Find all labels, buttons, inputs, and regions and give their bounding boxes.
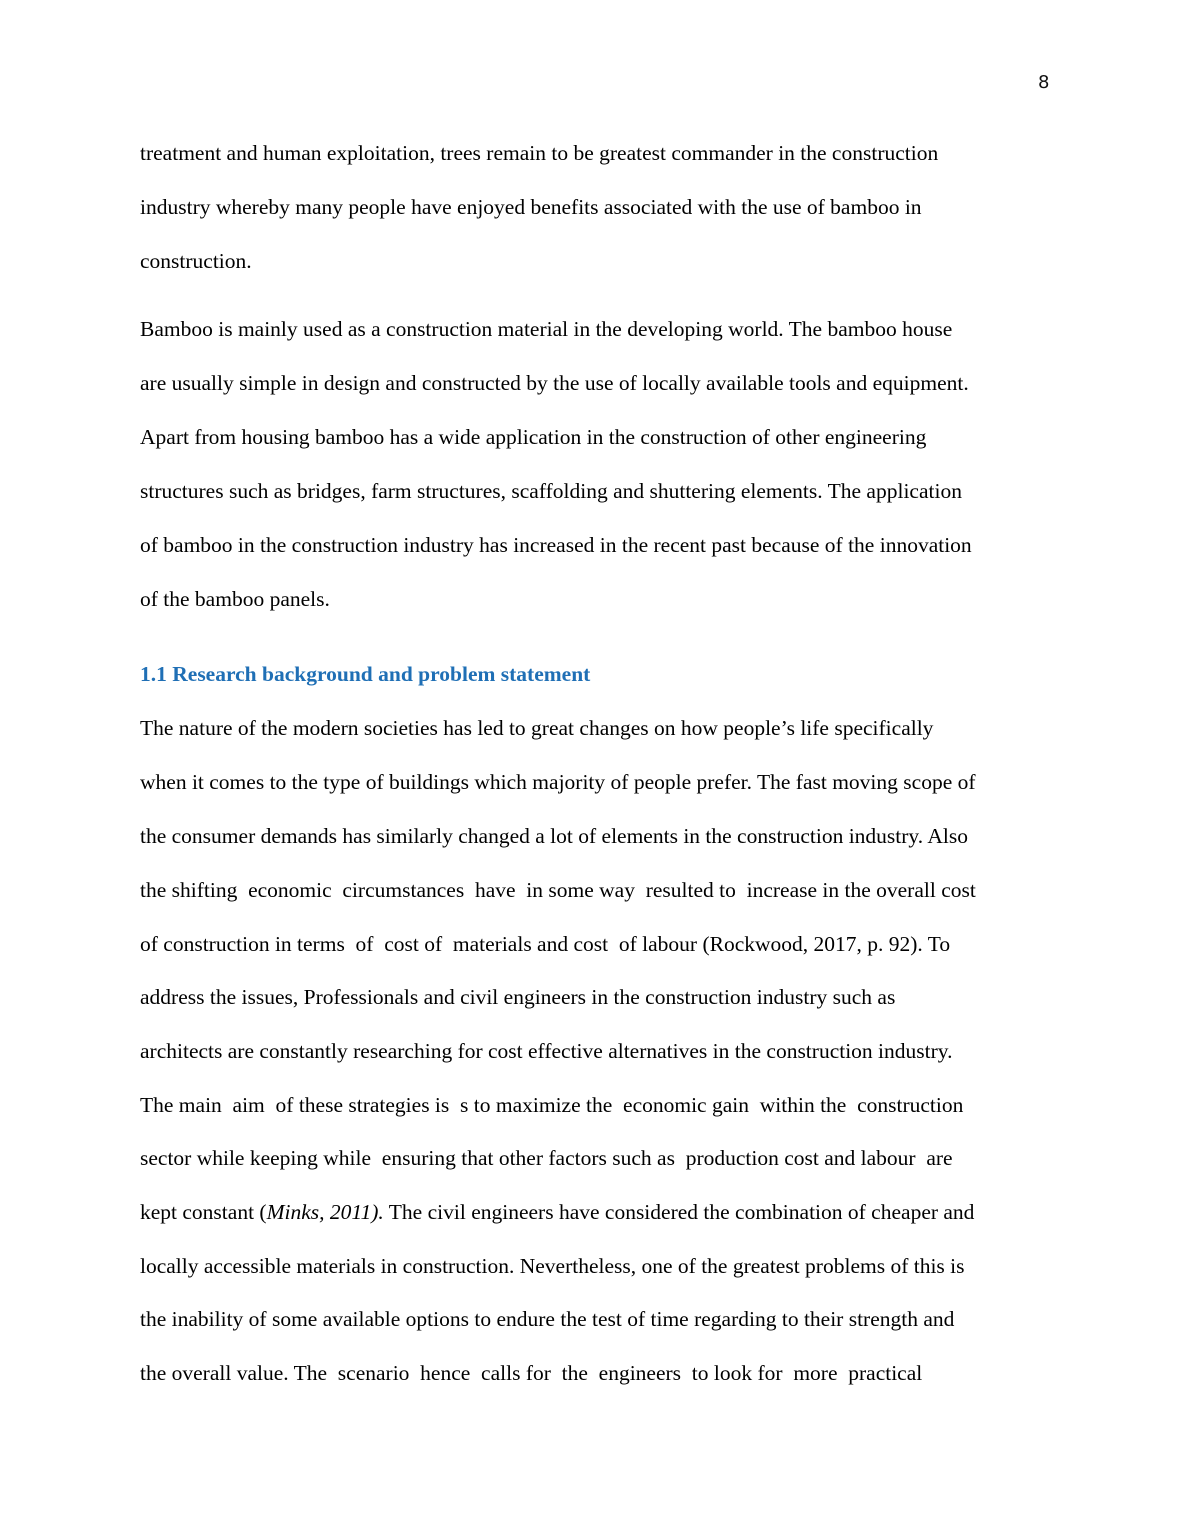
- paragraph-line: are usually simple in design and constructed by the use of locally available tools and equipment.: [140, 371, 969, 395]
- line-text-after-citation: The civil engineers have considered the combination of cheaper and: [383, 1200, 975, 1224]
- italic-citation: Minks, 2011).: [266, 1200, 384, 1224]
- paragraph-line: of construction in terms of cost of materials and cost of labour (Rockwood, 2017, p. 92). To: [140, 932, 951, 956]
- paragraph-line: Bamboo is mainly used as a construction material in the developing world. The bamboo house: [140, 317, 953, 341]
- paragraph-line: The nature of the modern societies has led to great changes on how people’s life specifically: [140, 716, 934, 740]
- paragraph-line: structures such as bridges, farm structures, scaffolding and shuttering elements. The application: [140, 479, 962, 503]
- paragraph-line: address the issues, Professionals and civil engineers in the construction industry such as: [140, 985, 896, 1009]
- paragraph-line: the consumer demands has similarly changed a lot of elements in the construction industry. Also: [140, 824, 968, 848]
- paragraph-line: when it comes to the type of buildings which majority of people prefer. The fast moving scope of: [140, 770, 976, 794]
- paragraph-line: sector while keeping while ensuring that other factors such as production cost and labour are: [140, 1146, 953, 1170]
- paragraph-line: architects are constantly researching for cost effective alternatives in the construction industry.: [140, 1039, 953, 1063]
- paragraph-line: construction.: [140, 249, 252, 273]
- paragraph-line-with-citation: [140, 1202, 974, 1224]
- page-number: 8: [1038, 72, 1050, 93]
- section-heading: 1.1 Research background and problem statement: [140, 662, 591, 686]
- line-text-before-citation: kept constant (: [140, 1200, 267, 1224]
- paragraph-line: treatment and human exploitation, trees remain to be greatest commander in the construction: [140, 141, 939, 165]
- paragraph-line: the shifting economic circumstances have in some way resulted to increase in the overall cost: [140, 878, 976, 902]
- paragraph-line: industry whereby many people have enjoyed benefits associated with the use of bamboo in: [140, 195, 922, 219]
- paragraph-line: the overall value. The scenario hence calls for the engineers to look for more practical: [140, 1361, 923, 1385]
- paragraph-line: of bamboo in the construction industry has increased in the recent past because of the innovation: [140, 533, 972, 557]
- paragraph-line: of the bamboo panels.: [140, 587, 330, 611]
- paragraph-line: locally accessible materials in construction. Nevertheless, one of the greatest problems of this is: [140, 1254, 965, 1278]
- paragraph-line: The main aim of these strategies is s to maximize the economic gain within the construction: [140, 1093, 964, 1117]
- paragraph-line: Apart from housing bamboo has a wide application in the construction of other engineering: [140, 425, 927, 449]
- paragraph-line: the inability of some available options to endure the test of time regarding to their strength and: [140, 1307, 955, 1331]
